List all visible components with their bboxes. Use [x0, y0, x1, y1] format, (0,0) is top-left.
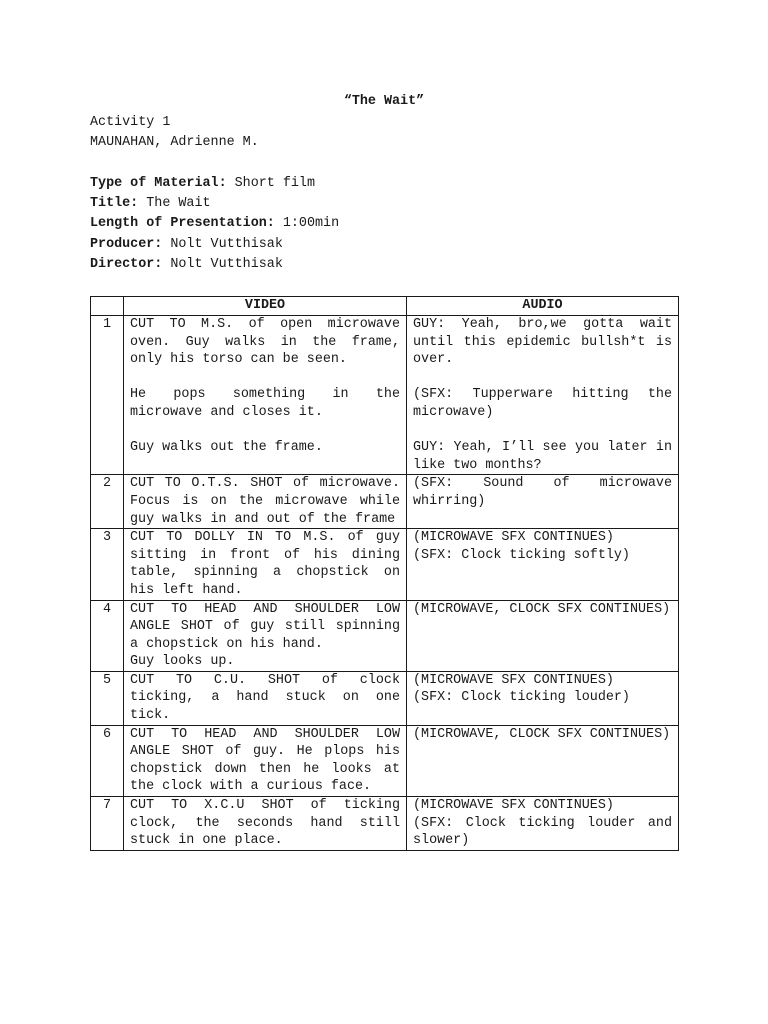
- row-number: 1: [91, 316, 124, 475]
- paragraph-gap: [413, 422, 672, 440]
- audio-paragraph: GUY: Yeah, I’ll see you later in like two months?: [413, 440, 672, 473]
- video-cell: [124, 475, 407, 529]
- field-type-of-material: [90, 174, 339, 194]
- video-paragraph: He pops something in the microwave and closes it.: [130, 387, 400, 420]
- table-row: [91, 725, 679, 796]
- field-value: Nolt Vutthisak: [162, 236, 283, 252]
- audio-cell: [407, 725, 679, 796]
- video-cell: [124, 797, 407, 851]
- video-paragraph: CUT TO O.T.S. SHOT of microwave. Focus is on the microwave while guy walks in and out of the frame: [130, 476, 400, 527]
- audio-paragraph: (MICROWAVE SFX CONTINUES) (SFX: Clock ticking louder and slower): [413, 798, 672, 849]
- field-label: Title:: [90, 196, 139, 212]
- video-paragraph: Guy walks out the frame.: [130, 440, 323, 456]
- field-producer: [90, 235, 339, 255]
- table-row: [91, 529, 679, 600]
- field-label: Type of Material:: [90, 175, 227, 191]
- video-cell: [124, 725, 407, 796]
- field-label: Length of Presentation:: [90, 216, 275, 232]
- field-label: Director:: [90, 257, 163, 273]
- audio-paragraph: (SFX: Sound of microwave whirring): [413, 476, 672, 509]
- video-paragraph: CUT TO M.S. of open microwave oven. Guy walks in the frame, only his torso can be seen.: [130, 317, 400, 368]
- header-number: [91, 297, 124, 316]
- field-director: [90, 255, 339, 275]
- table-row: [91, 671, 679, 725]
- row-number: 4: [91, 600, 124, 671]
- field-value: 1:00min: [274, 216, 340, 232]
- audio-cell: [407, 671, 679, 725]
- activity-label: Activity 1: [90, 115, 171, 130]
- audio-cell: [407, 797, 679, 851]
- video-cell: [124, 316, 407, 475]
- video-paragraph: CUT TO HEAD AND SHOULDER LOW ANGLE SHOT of guy still spinning a chopstick on his hand. Guy looks up.: [130, 601, 400, 670]
- field-label: Producer:: [90, 236, 163, 252]
- table-row: [91, 600, 679, 671]
- paragraph-gap: [413, 369, 672, 387]
- video-paragraph: CUT TO HEAD AND SHOULDER LOW ANGLE SHOT of guy. He plops his chopstick down then he looks at the clock with a curious face.: [130, 726, 400, 795]
- video-cell: [124, 671, 407, 725]
- audio-cell: [407, 475, 679, 529]
- document-title: “The Wait”: [343, 94, 425, 109]
- row-number: 5: [91, 671, 124, 725]
- video-paragraph: CUT TO DOLLY IN TO M.S. of guy sitting in front of his dining table, spinning a chopstick on his left hand.: [130, 530, 400, 598]
- document-header: [90, 113, 339, 275]
- audio-paragraph: (MICROWAVE SFX CONTINUES) (SFX: Clock ticking louder): [413, 672, 630, 706]
- video-paragraph: CUT TO X.C.U SHOT of ticking clock, the seconds hand still stuck in one place.: [130, 798, 400, 849]
- audio-paragraph: (MICROWAVE, CLOCK SFX CONTINUES): [413, 601, 671, 617]
- row-number: 7: [91, 797, 124, 851]
- audio-cell: [407, 600, 679, 671]
- paragraph-gap: [130, 369, 400, 387]
- row-number: 2: [91, 475, 124, 529]
- field-length: [90, 214, 339, 234]
- table-row: [91, 797, 679, 851]
- video-cell: [124, 600, 407, 671]
- audio-cell: [407, 529, 679, 600]
- audio-paragraph: (MICROWAVE, CLOCK SFX CONTINUES): [413, 726, 671, 742]
- audio-paragraph: (MICROWAVE SFX CONTINUES) (SFX: Clock ticking softly): [413, 530, 630, 563]
- author-name: MAUNAHAN, Adrienne M.: [90, 135, 259, 151]
- table-row: [91, 316, 679, 475]
- header-spacer: [90, 154, 339, 174]
- header-audio: AUDIO: [407, 297, 679, 316]
- table-header-row: [91, 297, 679, 316]
- audio-paragraph: (SFX: Tupperware hitting the microwave): [413, 387, 672, 420]
- table-row: [91, 475, 679, 529]
- row-number: 6: [91, 725, 124, 796]
- row-number: 3: [91, 529, 124, 600]
- field-value: The Wait: [138, 196, 211, 212]
- video-paragraph: CUT TO C.U. SHOT of clock ticking, a hand stuck on one tick.: [130, 672, 400, 724]
- field-value: Nolt Vutthisak: [162, 257, 283, 273]
- audio-cell: [407, 316, 679, 475]
- video-cell: [124, 529, 407, 600]
- paragraph-gap: [130, 422, 400, 440]
- field-title: [90, 194, 339, 214]
- table-body: [91, 316, 679, 851]
- script-table: [90, 296, 679, 851]
- field-value: Short film: [226, 175, 316, 191]
- audio-paragraph: GUY: Yeah, bro,we gotta wait until this epidemic bullsh*t is over.: [413, 317, 672, 368]
- header-video: VIDEO: [124, 297, 407, 316]
